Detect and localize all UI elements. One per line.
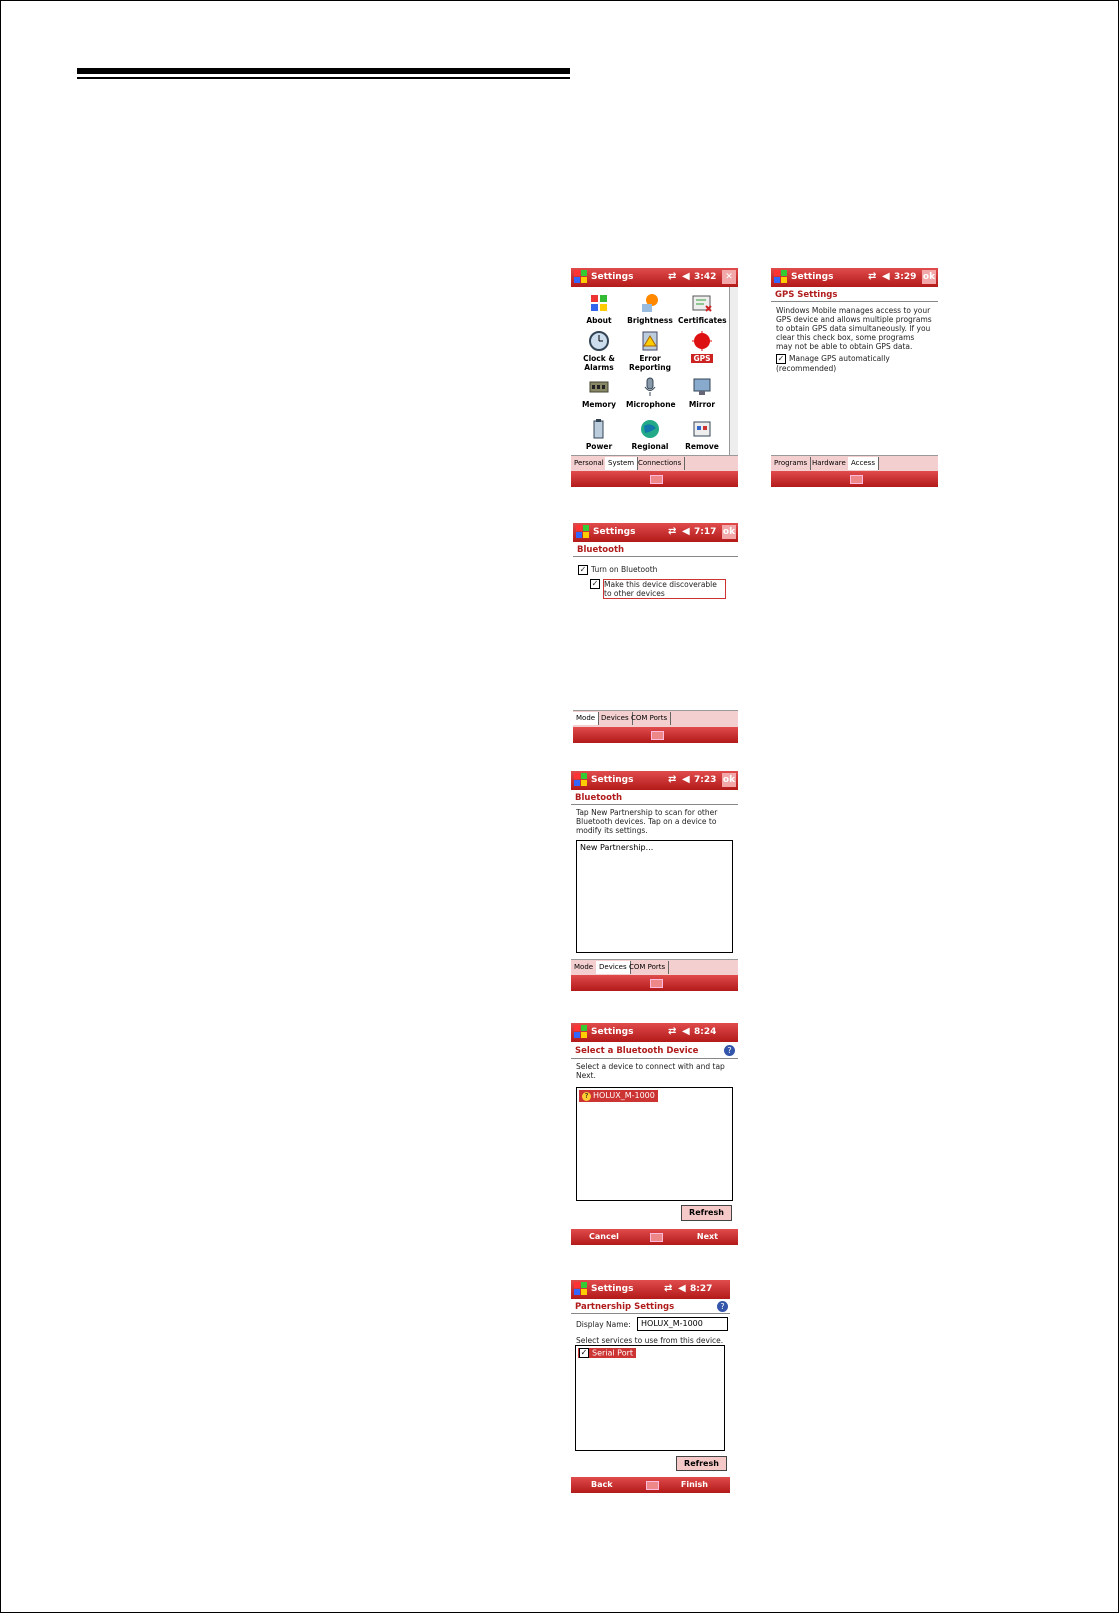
certificate-icon xyxy=(691,292,713,314)
next-softkey[interactable]: Next xyxy=(696,1232,718,1241)
menu-bar xyxy=(573,727,738,743)
memory-icon xyxy=(588,376,610,398)
error-reporting-label: Error Reporting xyxy=(629,354,671,372)
menu-bar xyxy=(771,471,938,487)
certificates-label: Certificates xyxy=(678,316,727,325)
tab-com-ports[interactable]: COM Ports xyxy=(628,712,671,725)
new-partnership-item[interactable]: New Partnership... xyxy=(580,843,654,852)
display-name-value: HOLUX_M-1000 xyxy=(641,1319,703,1328)
title-bar xyxy=(571,268,738,287)
mirror-label: Mirror xyxy=(688,400,716,409)
finish-softkey[interactable]: Finish xyxy=(680,1480,708,1489)
services-list[interactable] xyxy=(575,1345,725,1451)
error-reporting-item[interactable] xyxy=(626,330,674,372)
back-softkey[interactable]: Back xyxy=(591,1480,613,1489)
brightness-label: Brightness xyxy=(627,316,673,325)
windows-start-icon[interactable] xyxy=(576,525,590,539)
refresh-button[interactable]: Refresh xyxy=(676,1456,727,1471)
about-label: About xyxy=(586,316,612,325)
window-title: Settings xyxy=(591,775,634,785)
device-name: HOLUX_M-1000 xyxy=(593,1091,655,1100)
tab-bar xyxy=(571,959,738,976)
serial-port-checkbox[interactable]: ✓ xyxy=(580,1348,588,1357)
mirror-icon xyxy=(691,376,713,398)
clock-time[interactable]: 3:29 xyxy=(894,272,917,282)
speaker-icon[interactable]: ◀ xyxy=(678,1283,686,1294)
error-report-icon xyxy=(639,330,661,352)
page-heading: Partnership Settings xyxy=(575,1302,675,1312)
menu-bar xyxy=(571,975,738,991)
scrollbar[interactable] xyxy=(729,287,738,455)
title-bar xyxy=(571,771,738,790)
screen-partnership-settings xyxy=(571,1280,730,1493)
speaker-icon[interactable]: ◀ xyxy=(682,1026,690,1037)
tab-devices[interactable]: Devices xyxy=(596,961,631,974)
refresh-button[interactable]: Refresh xyxy=(681,1205,732,1221)
turn-on-bluetooth-row[interactable] xyxy=(578,565,733,575)
about-item[interactable] xyxy=(575,292,623,325)
tab-access[interactable]: Access xyxy=(848,457,879,470)
clock-time[interactable]: 8:27 xyxy=(690,1284,713,1294)
menu-bar xyxy=(571,1477,730,1493)
help-icon[interactable]: ? xyxy=(724,1045,735,1056)
power-icon xyxy=(588,418,610,440)
tab-mode[interactable]: Mode xyxy=(571,961,597,974)
connectivity-icon[interactable]: ⇄ xyxy=(668,526,677,537)
heading-divider xyxy=(573,556,738,557)
speaker-icon[interactable]: ◀ xyxy=(882,271,890,282)
keyboard-icon[interactable] xyxy=(651,731,664,740)
clock-time[interactable]: 3:42 xyxy=(694,272,717,282)
device-item[interactable] xyxy=(579,1090,658,1102)
heading-divider xyxy=(571,1313,730,1314)
tab-programs[interactable]: Programs xyxy=(771,457,811,470)
microphone-label: Microphone xyxy=(626,400,676,409)
services-label: Select services to use from this device. xyxy=(576,1336,724,1345)
cancel-softkey[interactable]: Cancel xyxy=(589,1232,619,1241)
help-icon[interactable]: ? xyxy=(717,1301,728,1312)
clock-time[interactable]: 7:23 xyxy=(694,775,717,785)
clock-time[interactable]: 7:17 xyxy=(694,527,717,537)
regional-item[interactable] xyxy=(626,418,674,451)
title-bar xyxy=(571,1023,738,1042)
windows-start-icon[interactable] xyxy=(574,1025,588,1039)
screen-gps-settings xyxy=(771,268,938,487)
gps-item[interactable] xyxy=(678,330,726,363)
discoverable-label: Make this device discoverable to other devices xyxy=(603,579,726,599)
screen-system-settings xyxy=(571,268,738,487)
remove-programs-icon xyxy=(691,418,713,440)
turn-on-bluetooth-label: Turn on Bluetooth xyxy=(591,565,658,574)
speaker-icon[interactable]: ◀ xyxy=(682,526,690,537)
display-name-label: Display Name: xyxy=(576,1320,631,1329)
screen-bluetooth-devices xyxy=(571,771,738,991)
gps-label: GPS xyxy=(693,354,711,363)
window-title: Settings xyxy=(591,1027,634,1037)
discoverable-row[interactable] xyxy=(590,579,726,599)
discoverable-checkbox[interactable]: ✓ xyxy=(591,579,599,588)
tab-personal[interactable]: Personal xyxy=(571,457,608,470)
microphone-item[interactable] xyxy=(626,376,674,409)
ok-button[interactable]: ok xyxy=(722,775,736,785)
manage-gps-checkbox[interactable]: ✓ xyxy=(777,354,785,363)
screen-select-device xyxy=(571,1023,738,1245)
display-name-field[interactable] xyxy=(637,1317,728,1331)
window-title: Settings xyxy=(791,272,834,282)
manage-gps-row[interactable] xyxy=(776,354,933,373)
unknown-device-icon: ? xyxy=(582,1092,591,1101)
keyboard-icon[interactable] xyxy=(646,1481,659,1490)
clock-alarms-label: Clock & Alarms xyxy=(583,354,615,372)
tab-bar xyxy=(571,455,738,472)
gps-icon xyxy=(691,330,713,352)
menu-bar xyxy=(571,471,738,487)
window-title: Settings xyxy=(593,527,636,537)
connectivity-icon[interactable]: ⇄ xyxy=(668,774,677,785)
header-rule-thick xyxy=(77,68,570,74)
tab-hardware[interactable]: Hardware xyxy=(809,457,850,470)
window-title: Settings xyxy=(591,272,634,282)
keyboard-icon[interactable] xyxy=(650,475,663,484)
description-text: Tap New Partnership to scan for other Bluetooth devices. Tap on a device to modify its settings. xyxy=(576,808,718,835)
turn-on-bluetooth-checkbox[interactable]: ✓ xyxy=(579,565,587,574)
clock-time[interactable]: 8:24 xyxy=(694,1027,717,1037)
tab-devices[interactable]: Devices xyxy=(598,712,633,725)
ok-button[interactable]: ok xyxy=(722,527,736,537)
connectivity-icon[interactable]: ⇄ xyxy=(664,1283,673,1294)
page-heading: Bluetooth xyxy=(577,545,625,555)
connectivity-icon[interactable]: ⇄ xyxy=(668,271,677,282)
regional-label: Regional xyxy=(631,442,669,451)
power-label: Power xyxy=(585,442,613,451)
brightness-item[interactable] xyxy=(626,292,674,325)
tab-bar xyxy=(573,710,738,727)
keyboard-icon[interactable] xyxy=(850,475,863,484)
tab-bar xyxy=(771,455,938,472)
title-bar xyxy=(771,268,938,287)
windows-start-icon[interactable] xyxy=(774,270,788,284)
heading-divider xyxy=(571,804,738,805)
service-item[interactable] xyxy=(578,1348,636,1358)
windows-start-icon[interactable] xyxy=(574,773,588,787)
manage-gps-label: Manage GPS automatically (recommended) xyxy=(776,354,890,373)
keyboard-icon[interactable] xyxy=(650,1233,663,1242)
remove-programs-label: Remove xyxy=(685,442,719,451)
device-list[interactable] xyxy=(576,1087,733,1201)
remove-programs-item[interactable] xyxy=(678,418,726,451)
clock-icon xyxy=(588,330,610,352)
brightness-icon xyxy=(639,292,661,314)
tab-com-ports[interactable]: COM Ports xyxy=(626,961,669,974)
memory-item[interactable] xyxy=(575,376,623,409)
title-bar xyxy=(573,523,738,542)
page-heading: Bluetooth xyxy=(575,793,623,803)
microphone-icon xyxy=(639,376,661,398)
connectivity-icon[interactable]: ⇄ xyxy=(868,271,877,282)
windows-flag-icon xyxy=(588,292,610,314)
page-heading: GPS Settings xyxy=(775,290,838,300)
device-list[interactable] xyxy=(576,840,733,953)
connectivity-icon[interactable]: ⇄ xyxy=(668,1026,677,1037)
service-name: Serial Port xyxy=(592,1348,634,1358)
description-text: Windows Mobile manages access to your GPS device and allows multiple programs to obtain GPS data simultaneously. If you clear this check box, some programs may not be able to obtain GPS data. xyxy=(776,306,932,351)
windows-start-icon[interactable] xyxy=(574,1282,588,1296)
header-rule-thin xyxy=(77,77,570,79)
menu-bar xyxy=(571,1229,738,1245)
heading-divider xyxy=(571,1058,738,1059)
page-heading: Select a Bluetooth Device xyxy=(575,1046,699,1056)
speaker-icon[interactable]: ◀ xyxy=(682,271,690,282)
windows-start-icon[interactable] xyxy=(574,270,588,284)
description-text: Select a device to connect with and tap Next. xyxy=(576,1062,725,1080)
globe-icon xyxy=(639,418,661,440)
ok-button[interactable]: ok xyxy=(922,272,936,282)
speaker-icon[interactable]: ◀ xyxy=(682,774,690,785)
memory-label: Memory xyxy=(581,400,617,409)
mirror-item[interactable] xyxy=(678,376,726,409)
certificates-item[interactable] xyxy=(678,292,726,325)
clock-alarms-item[interactable] xyxy=(575,330,623,372)
power-item[interactable] xyxy=(575,418,623,451)
tab-mode[interactable]: Mode xyxy=(573,712,599,725)
heading-divider xyxy=(771,301,938,302)
screen-bluetooth-mode xyxy=(573,523,738,743)
close-button[interactable]: ✕ xyxy=(722,270,736,284)
keyboard-icon[interactable] xyxy=(650,979,663,988)
title-bar xyxy=(571,1280,730,1299)
tab-connections[interactable]: Connections xyxy=(635,457,685,470)
tab-system[interactable]: System xyxy=(605,457,638,470)
window-title: Settings xyxy=(591,1284,634,1294)
